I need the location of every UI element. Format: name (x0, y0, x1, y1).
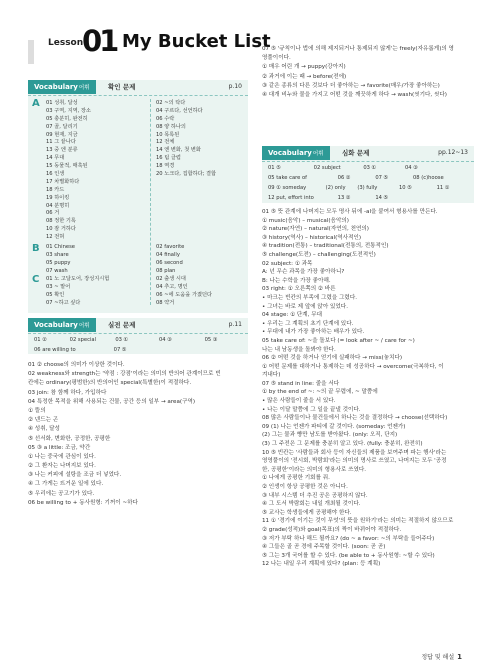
answer-item: 04 ③ (404, 165, 418, 171)
list-item: 10 목록된 (156, 131, 180, 138)
list-item: 08 정한 기록 (46, 218, 76, 225)
explanation-line: • 무대에 내가 가장 좋아하는 배우가 있다. (262, 329, 365, 336)
explanation-line: 한, 공평한'이라는 의미의 형용사로 쓰였다. (262, 466, 367, 473)
vocab-bar-sub: 어휘 (78, 85, 90, 91)
answer-item: 08 (c)hoose (412, 175, 444, 181)
explanation-line: ④ 그 가게는 뜨거운 일에 있다. (28, 481, 104, 488)
column-divider (150, 99, 151, 305)
page-ref: p.11 (228, 321, 242, 328)
answer-item: 06 are willing to (34, 347, 76, 353)
divider (28, 95, 248, 96)
answer-item: 03 ① (363, 165, 377, 171)
list-item: 08 양 하나의 (156, 123, 186, 130)
divider (28, 333, 248, 334)
explanation-line: ⑤ 선서화, 변화한, 공정한, 공평한 (28, 435, 111, 442)
explanation-line: ⑤ 우리에는 공고기가 있다. (28, 490, 95, 497)
answer-item: 09 ① someday (268, 185, 307, 191)
explanation-line: • 그녀는 바로 제 앞에 앉아 있었다. (262, 303, 348, 310)
explanation-line: 04 특정한 목적을 위해 사용되는 건물, 공간 등의 일부 → area(구역) (28, 398, 196, 405)
page-ref: p.10 (228, 83, 242, 90)
left-explanations (28, 361, 250, 508)
vocab-practice-box (28, 318, 248, 354)
list-item: 01 Chinese (46, 244, 75, 250)
answer-item: 01 ⑤ (268, 165, 281, 171)
explanation-line: 영영풀이의 '전시회, 박람회'라는 의미의 명사로 쓰였고, 나머지는 모두 '공정 (262, 458, 447, 465)
list-item: 04 구르다, 선언하다 (156, 107, 203, 114)
right-top-explanations (262, 45, 478, 100)
explanation-line (262, 569, 478, 578)
answer-item: 07 ⑤ (113, 347, 127, 353)
list-item: 19 하이킹 (46, 194, 70, 201)
lesson-header (48, 24, 271, 58)
answer-item: 04 ③ (158, 337, 172, 343)
a-left-list (46, 100, 146, 242)
page-number: 1 (457, 653, 462, 661)
answer-grid (34, 335, 244, 355)
explanation-line: ④ 대개 비누와 물을 가지고 어떤 것을 깨끗하게 하다 → wash(씻기다, 씻다) (262, 91, 447, 98)
explanation-line: ④ 성취, 달성 (28, 426, 60, 433)
answer-row (268, 173, 472, 183)
list-item: 03 구역, 지역, 장소 (46, 107, 91, 114)
explanation-line: ② 그 환자는 나머지보 있다. (28, 463, 96, 470)
list-item: 05 충분히, 완전히 (46, 115, 88, 122)
explanation-line: 12 나는 내일 우리 계획에 있다? (plan: 등 계획) (262, 561, 381, 568)
divider (262, 161, 474, 162)
c-left-list (46, 276, 146, 308)
explanation-line: ④ 그 도서 박람회는 내일 개최될 것이다. (262, 501, 361, 508)
vocab-check-box (28, 80, 248, 313)
explanation-line: 01 ② choose의 의미가 이상한 것이다. (28, 362, 125, 368)
answer-item: 07 ⑤ (375, 175, 389, 181)
section-b-label: B (32, 243, 40, 254)
explanation-line: 05 ③ a little: 조금, 약간 (28, 444, 91, 451)
list-item: 16 팀 클럽 (156, 155, 181, 162)
explanation-line: ① music(음악) – musical(음악의) (262, 217, 349, 224)
answer-item: 02 subject (313, 165, 341, 171)
explanation-line: ① 매우 어린 개 → puppy(강아지) (262, 64, 346, 71)
explanation-line: ③ 저가 부탁 하나 해드 될까요? (do ~ a favor: ~의 부탁을 들어주다) (262, 535, 435, 542)
list-item: 04 추고, 명인 (156, 283, 188, 290)
list-item: 14 엔 변화, 첫 변화 (156, 147, 201, 154)
answer-item: 01 ② (34, 337, 47, 343)
explanation-line: A: 넌 무슨 과목을 가장 좋아하니? (262, 269, 345, 276)
list-item: 08 약거 (156, 299, 175, 306)
vocab-bar (28, 318, 96, 332)
vocab-bar (262, 146, 330, 160)
explanation-line: B: 나는 수학을 가장 좋아해. (262, 277, 331, 284)
explanation-line: 09 (1) 나는 언젠가 파티에 갈 것이다. (someday: 언젠가) (262, 423, 406, 430)
explanation-line: 06 ② 어떤 것을 하거나 얻기에 실패하다 → miss(놓치다) (262, 355, 403, 362)
list-item: 04 finally (156, 251, 180, 258)
explanation-line: ⑤ 그는 3개 국어를 할 수 있다. (be able to + 동사원형: ~할 수 있다) (262, 552, 435, 559)
vocab-bar-title: Vocabulary (34, 321, 78, 329)
list-item: 09 현재, 지금 (46, 131, 78, 138)
explanation-line: 04 stage: ① 단계, 무대 (262, 312, 323, 319)
answer-item: 13 ② (337, 195, 351, 201)
explanation-line: 나는 내 남동생을 돌봐야 한다. (262, 346, 336, 353)
section-tab: 확인 문제 (108, 83, 136, 91)
explanation-line (262, 612, 478, 621)
answer-item: (2) only (325, 185, 346, 191)
list-item: 01 노 고달도어, 장성지시험 (46, 276, 110, 282)
vocab-bar-sub: 어휘 (78, 323, 90, 329)
explanation-line (262, 578, 478, 587)
list-item: 16 인생 (46, 171, 65, 178)
page-footer (421, 652, 462, 661)
explanation-line: ② 인생이 항상 공평한 것은 아니다. (262, 484, 348, 490)
explanation-line: ① 뜰의 (28, 407, 46, 414)
list-item: 13 중 엔 분류 (46, 147, 78, 154)
answer-row (268, 183, 472, 193)
list-item: 10 잠 거하다 (46, 226, 76, 233)
answer-item: 12 put, effort into (268, 195, 314, 201)
list-item: 08 plan (156, 267, 176, 274)
explanation-line (262, 595, 478, 604)
list-item: 07 wash (46, 267, 68, 274)
list-item: 03 share (46, 251, 69, 258)
lesson-number: 01 (82, 24, 117, 58)
list-item: 02 출생 시대 (156, 276, 186, 282)
explanation-line: ③ 나는 커피에 설탕을 조금 더 넣었다. (28, 472, 122, 479)
explanation-line: (3) 그 주전은 그 문제를 충분히 알고 있다. (fully: 충분히, 완전히) (262, 441, 423, 448)
answer-item: (3) fully (357, 185, 378, 191)
explanation-line: ⑤ challenge(도전) – challenging(도전적인) (262, 251, 376, 258)
explanation-line: ② 넨드는 곤 (28, 417, 59, 424)
right-explanations (262, 208, 478, 621)
explanation-line: • 나는 이달 말쯤에 그 일을 끝낼 것이다. (262, 406, 361, 413)
explanation-line (262, 603, 478, 612)
explanation-line: 03 join: 참 함께 하다, 가입하다 (28, 389, 107, 396)
page-title: My Bucket List (122, 31, 271, 52)
explanation-line: ④ 그들은 골 곧 경에 주목할 것이다. (soon: 곧 곧) (262, 544, 386, 551)
explanation-line: ① 나에게 공평한 기회를 줘. (262, 475, 330, 482)
b-right-list (156, 244, 246, 276)
list-item: 02 favorite (156, 244, 185, 250)
explanation-line: ① 나는 중국에 관심이 있다. (28, 453, 96, 460)
list-item: 06 수락 (156, 115, 175, 122)
section-a-label: A (32, 98, 40, 109)
explanation-line: 05 take care of: ~을 돌보다 (= look after ~ / care for ~) (262, 337, 415, 344)
answer-item: 06 ② (337, 175, 351, 181)
list-item: 06 second (156, 259, 183, 266)
explanation-line: 07 ⑤ stand in line: 줄을 서다 (262, 380, 340, 387)
vocab-bar-title: Vocabulary (34, 83, 78, 91)
explanation-line: 칸에는 ordinary(평범한)의 반의어인 special(특별한)이 적절하다. (28, 380, 192, 387)
explanation-line: • 마크는 빈칸의 부족에 그렸을 그렸다. (262, 294, 358, 301)
answer-row (268, 193, 472, 203)
answer-item: 02 special (69, 337, 97, 343)
explanation-line (262, 586, 478, 595)
explanation-line: ① by the end of ~: ~의 끝 무렵에, ~ 말쯤에 (262, 389, 378, 396)
list-item: 03 ~ 맡어 (46, 283, 71, 290)
list-item: 01 성취, 달성 (46, 100, 78, 106)
answer-item: 10 ⑤ (398, 185, 412, 191)
list-item: 20 노크다, 집합하다; 결합 (156, 171, 217, 178)
explanation-line: ① 어떤 문제를 대하거나 통제하는 데 성공하다 → overcome(극복하다, 이 (262, 363, 444, 370)
answer-row (34, 345, 244, 355)
page-ref: pp.12~13 (438, 149, 468, 156)
list-item: 12 전혀 (46, 234, 65, 241)
explanation-line: (2) 그는 물과 빵만 남도를 받아왔다. (only: 오직, 단지) (262, 432, 398, 439)
list-item: 04 분명히 (46, 202, 70, 209)
vocab-bar-title: Vocabulary (268, 149, 312, 157)
explanation-line: ⑤ 교사는 학생들에게 공평해야 한다. (262, 509, 352, 516)
b-left-list (46, 244, 146, 276)
explanation-line: 02 subject: ① 과목 (262, 260, 313, 267)
section-c-label: C (32, 274, 40, 285)
list-item: 14 무대 (46, 155, 65, 162)
explanation-line: ③ 내부 시스템 더 추진 공은 공평하지 않다. (262, 492, 368, 499)
list-item: 17 차별화하다 (46, 178, 80, 185)
vocab-advanced-box (262, 146, 474, 203)
list-item: 07 골, 달리기 (46, 123, 78, 130)
list-item: 18 역경 (156, 163, 175, 170)
a-right-list (156, 100, 246, 179)
list-item: 18 카드 (46, 186, 65, 193)
answer-grid (268, 163, 472, 203)
answer-item: 14 ⑤ (375, 195, 389, 201)
list-item: 07 ~하고 싶다 (46, 299, 81, 306)
side-tab-marker (28, 40, 34, 64)
explanation-line: • 많은 사람들이 줄을 서 있다. (262, 398, 336, 405)
section-tab: 심화 문제 (342, 149, 370, 157)
explanation-line: 01 ⑤ 뜻 관계에 나머지는 모두 명사 뒤에 -al을 붙여서 형용사를 만든다. (262, 209, 438, 215)
explanation-line: 07 ⑤ '규칙이나 법에 의해 제지되거나 통제되지 않게'는 freely(자유롭게)의 영 (262, 46, 454, 52)
explanation-line: 02 weakness와 strength는 '약점 : 강점'이라는 의미의 반의어 관계이므로 빈 (28, 371, 221, 378)
list-item: 15 동물적, 매혹된 (46, 163, 88, 170)
explanation-line: ④ tradition(전통) – traditional(전통의, 전통적인) (262, 243, 389, 250)
explanation-line: • 우리는 그 계획의 초기 단계에 있다. (262, 320, 354, 327)
list-item: 05 확인 (46, 291, 65, 298)
list-item: 06 거 (46, 210, 60, 217)
explanation-line: 10 ⑤ 빈칸는 '사람들과 회사 등이 자신들의 제품을 보여주며 파는 행사'라는 (262, 449, 447, 456)
list-item: 12 전체 (156, 139, 175, 146)
answer-row (268, 163, 472, 173)
footer-label: 정답 및 해설 (421, 654, 455, 661)
lesson-label: Lesson (48, 38, 84, 48)
answer-item: 11 ① (436, 185, 450, 191)
list-item: 05 puppy (46, 259, 71, 266)
section-tab: 실전 문제 (108, 321, 136, 329)
answer-item: 03 ① (115, 337, 129, 343)
explanation-line: 겨내다) (262, 372, 281, 379)
list-item: 11 그 끝나다 (46, 139, 76, 146)
c-right-list (156, 276, 246, 308)
explanation-line: ② grade(성적)와 goal(목표)의 짝이 바뀌어야 적절하다. (262, 526, 402, 533)
list-item: 02 ~의 탁다 (156, 100, 186, 106)
explanation-line: ③ history(역사) – historical(역사적인) (262, 234, 362, 241)
answer-item: 05 ③ (204, 337, 218, 343)
answer-row (34, 335, 244, 345)
vocab-bar (28, 80, 96, 94)
explanation-line: 06 be willing to + 동사원형: 기꺼이 ~하다 (28, 499, 138, 506)
explanation-line: 11 ① '경기에 이기는 것이 무엇'의 뜻을 원하기'라는 의미는 적절하지 않으므로 (262, 518, 454, 525)
answer-item: 05 take care of (268, 175, 308, 181)
list-item: 06 ~에 도움을 가졌던다 (156, 291, 212, 298)
explanation-line: ③ 같은 종류의 다른 것보다 더 좋아하는 → favorite(매우/가장 좋아하는) (262, 82, 440, 89)
explanation-line: 08 많은 사람들이나 물건들에서 하나는 것을 결정하다 → choose(선택하다) (262, 415, 448, 422)
explanation-line: ② 과거에 이는 때 → before(전에) (262, 73, 347, 80)
vocab-bar-sub: 어휘 (312, 151, 324, 157)
explanation-line: 영풀이이다. (262, 55, 291, 62)
explanation-line: 03 right: ① 오른쪽의 ② 바른 (262, 286, 336, 293)
explanation-line: ② nature(자연) – natural(자연의, 천연의) (262, 226, 369, 233)
